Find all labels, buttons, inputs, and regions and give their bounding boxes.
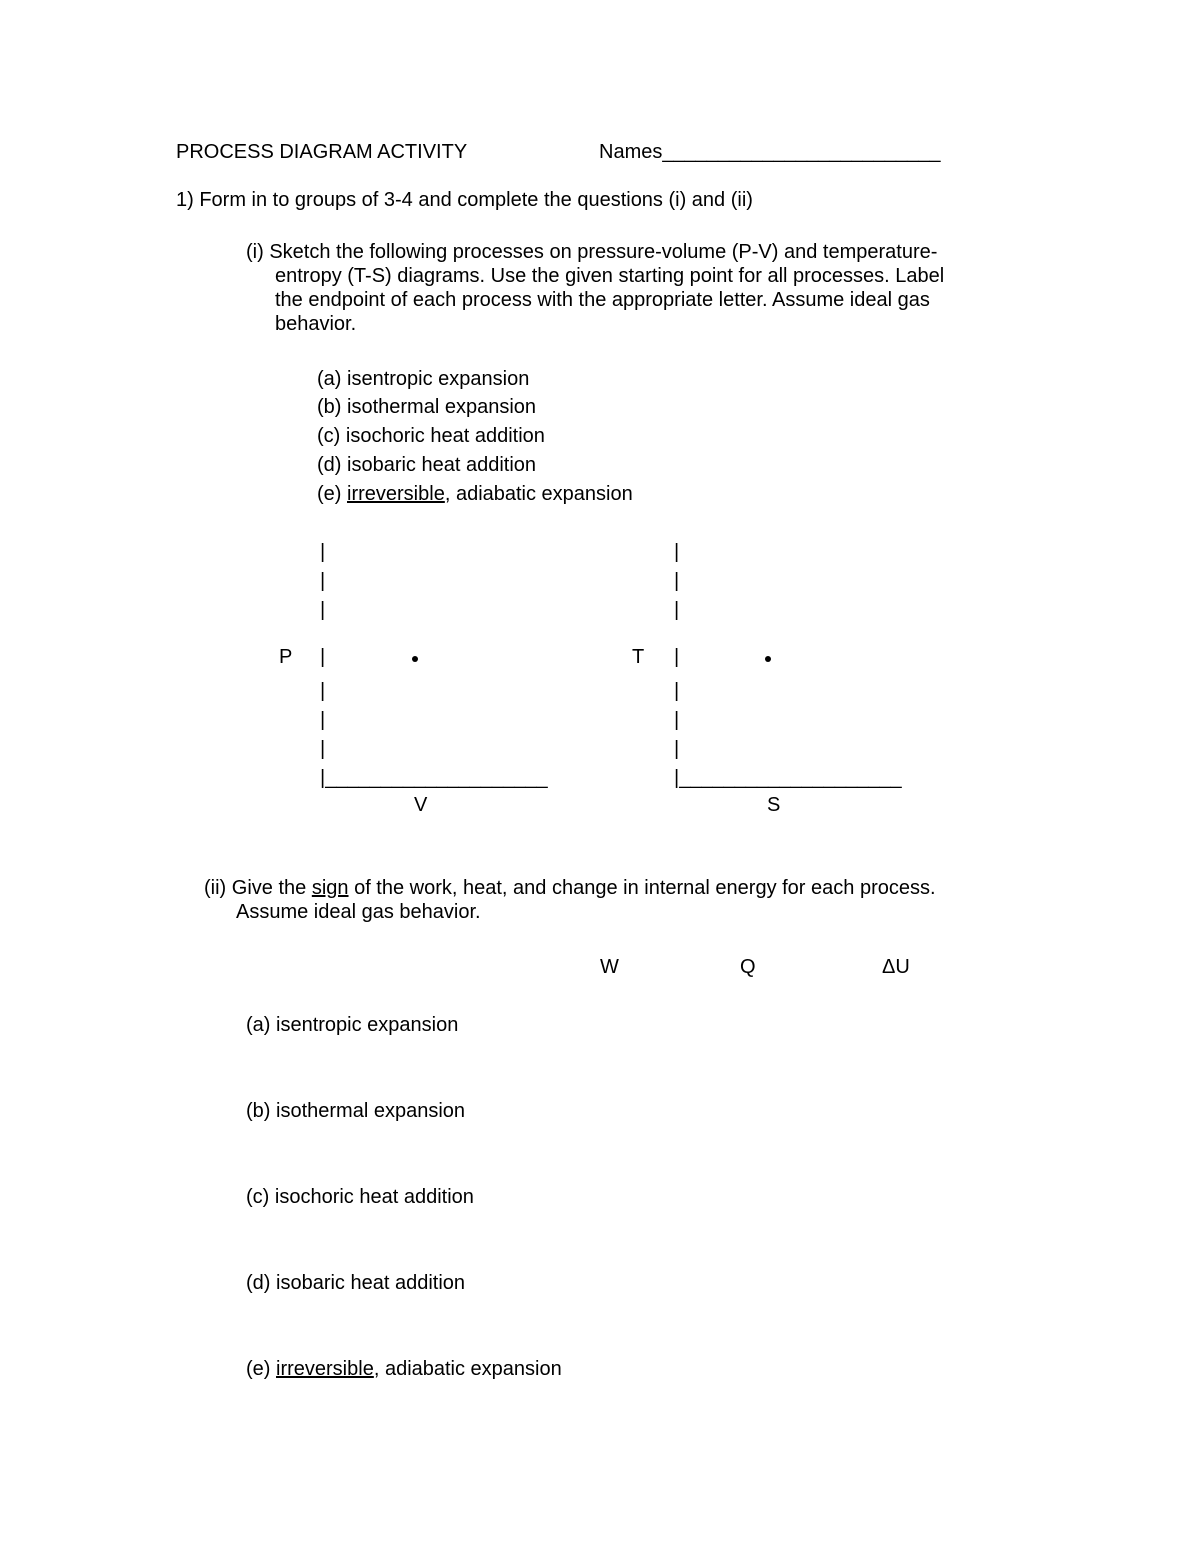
list-item: (e) irreversible, adiabatic expansion xyxy=(317,483,633,505)
part-i-line-3: the endpoint of each process with the appropriate letter. Assume ideal gas xyxy=(275,289,930,311)
ts-axis-bar: | xyxy=(674,541,680,563)
column-header-w: W xyxy=(600,956,619,978)
table-row: (b) isothermal expansion xyxy=(246,1100,466,1122)
pv-axis-base: |____________________ xyxy=(320,767,548,789)
column-header-du: ΔU xyxy=(882,956,910,978)
ts-axis-bar: | xyxy=(674,570,680,592)
part-i-line-2: entropy (T-S) diagrams. Use the given starting point for all processes. Label xyxy=(275,265,945,287)
list-item: (a) isentropic expansion xyxy=(317,368,530,390)
list-item: (b) isothermal expansion xyxy=(317,396,537,418)
ts-axis-bar: | xyxy=(674,646,680,668)
pv-axis-bar: | xyxy=(320,738,326,760)
pv-y-label: P xyxy=(279,646,293,668)
ts-start-point xyxy=(765,656,771,662)
list-item: (d) isobaric heat addition xyxy=(317,454,537,476)
names-line: _________________________ xyxy=(662,141,941,163)
part-i-line-4: behavior. xyxy=(275,313,357,335)
ts-axis-base: |____________________ xyxy=(674,767,902,789)
question-1-prompt: 1) Form in to groups of 3-4 and complete the questions (i) and (ii) xyxy=(176,189,753,211)
part-i-line-1: (i) Sketch the following processes on pressure-volume (P-V) and temperature- xyxy=(246,241,938,263)
table-row: (c) isochoric heat addition xyxy=(246,1186,474,1208)
table-row: (a) isentropic expansion xyxy=(246,1014,459,1036)
pv-axis-bar: | xyxy=(320,646,326,668)
names-field[interactable] xyxy=(599,140,940,164)
ts-x-label: S xyxy=(767,794,781,816)
pv-axis-bar: | xyxy=(320,709,326,731)
pv-x-label: V xyxy=(414,794,428,816)
pv-axis-bar: | xyxy=(320,541,326,563)
pv-axis-bar: | xyxy=(320,599,326,621)
ts-axis-bar: | xyxy=(674,709,680,731)
ts-axis-bar: | xyxy=(674,738,680,760)
ts-y-label: T xyxy=(632,646,645,668)
part-ii-line-1: (ii) Give the sign of the work, heat, and change in internal energy for each process. xyxy=(204,877,936,899)
ts-axis-bar: | xyxy=(674,680,680,702)
pv-start-point xyxy=(412,656,418,662)
names-label: Names xyxy=(599,141,663,163)
pv-axis-bar: | xyxy=(320,570,326,592)
table-row: (e) irreversible, adiabatic expansion xyxy=(246,1358,562,1380)
pv-axis-bar: | xyxy=(320,680,326,702)
ts-axis-bar: | xyxy=(674,599,680,621)
part-ii-line-2: Assume ideal gas behavior. xyxy=(236,901,481,923)
page-title: PROCESS DIAGRAM ACTIVITY xyxy=(176,141,468,163)
column-header-q: Q xyxy=(740,956,756,978)
list-item: (c) isochoric heat addition xyxy=(317,425,545,447)
table-row: (d) isobaric heat addition xyxy=(246,1272,466,1294)
